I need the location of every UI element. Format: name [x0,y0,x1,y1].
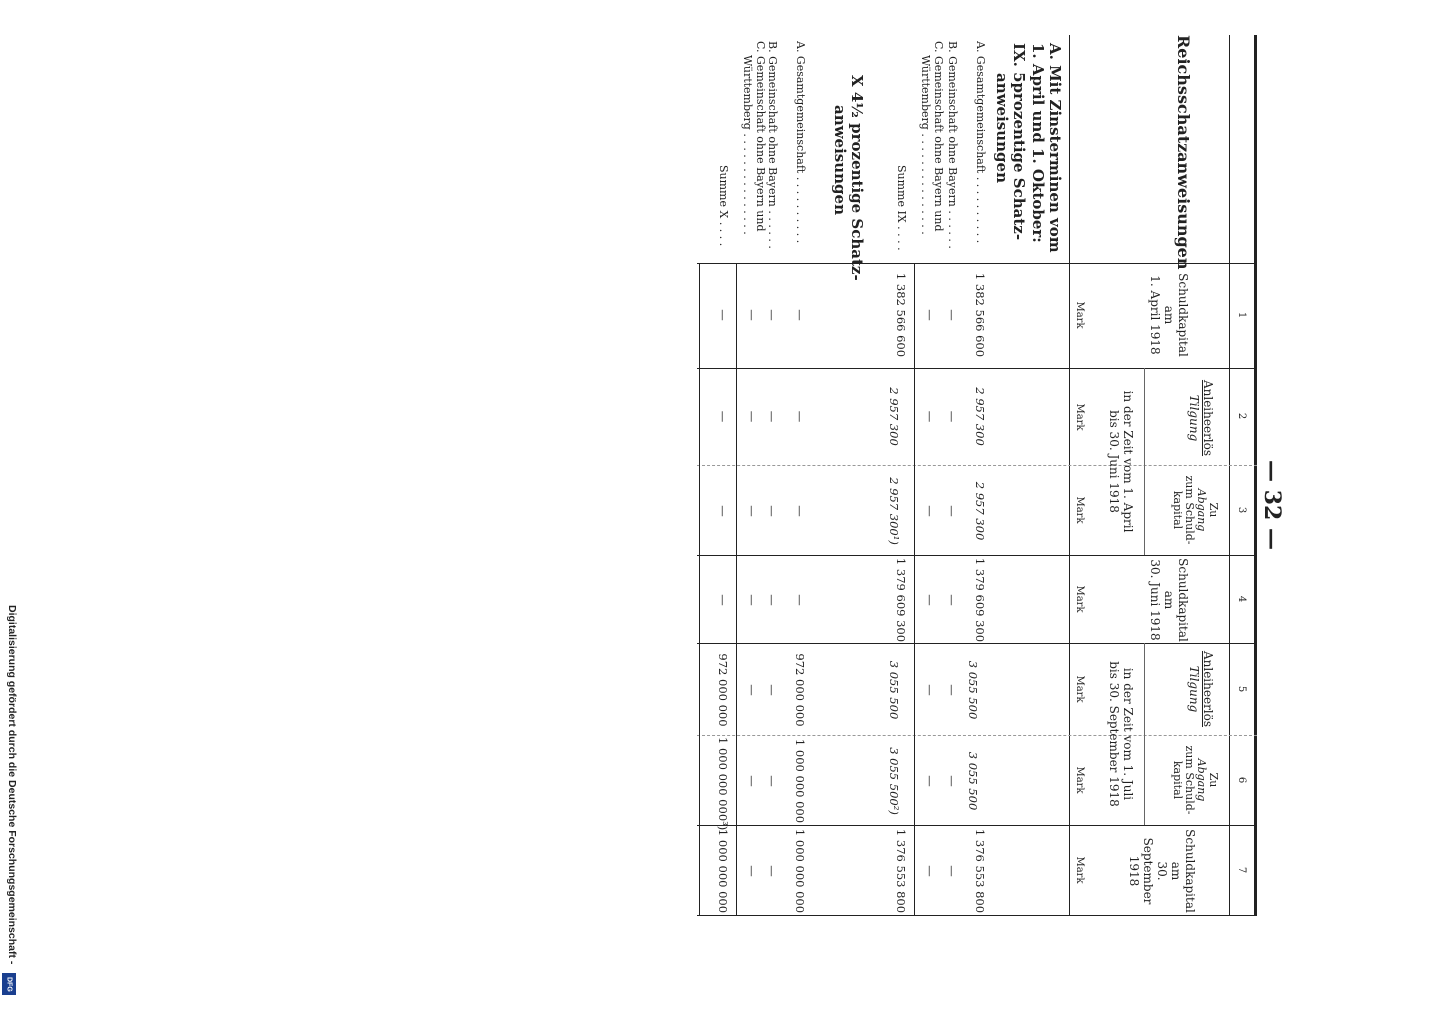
header-col-1: Schuldkapital am 1. April 1918 [1148,273,1190,357]
unit-col-1: Mark [1074,301,1085,329]
ix-sum-c6: 3 055 500²) [887,747,901,815]
col-num-5: 5 [1236,685,1247,693]
x-a-c3: — [793,505,807,517]
header-zugang-a: Zu Abgang zum Schuld- kapital [1171,475,1220,545]
ix-a-c1: 1 382 566 600 [973,272,987,358]
header-rule [1069,35,1070,915]
x-c-c4: — [745,594,759,606]
x-b-c4: — [765,594,779,606]
funding-notice-text: Digitalisierung gefördert durch die Deutsche Forschungsgemeinschaft - [6,605,18,965]
col-num-1: 1 [1236,311,1247,319]
column-number-rule [1229,35,1230,915]
bottom-rule [699,263,700,915]
ix-c-c5: — [923,684,937,696]
ix-c-c6: — [923,775,937,787]
ix-b-c5: — [945,684,959,696]
x-a-c4: — [793,594,807,606]
ix-a-c7: 1 376 553 800 [973,828,987,914]
ix-a-c5: 3 055 500 [966,660,980,720]
ix-sum-c1: 1 382 566 600 [894,272,908,358]
header-col-7: Schuldkapital am 30. September 1918 [1127,829,1197,913]
unit-col-3: Mark [1074,496,1085,524]
x-sum-c4: — [716,594,730,606]
ix-sum-c5: 3 055 500 [887,660,901,720]
x-b-c2: — [765,410,779,423]
x-a-c2: — [793,410,807,423]
header-col-4: Schuldkapital am 30. Juni 1918 [1148,558,1190,642]
ix-a-c4: 1 379 609 300 [973,557,987,643]
ix-sum-rule [914,263,915,915]
ix-a-c6: 3 055 500 [966,751,980,811]
ix-c-c3: — [923,505,937,517]
x-b-c6: — [765,775,779,787]
group-a-rule [1144,368,1145,555]
x-b-c1: — [765,309,779,321]
digitization-notice [2,605,18,995]
x-sum-c1: — [716,309,730,321]
ix-b-c4: — [945,594,959,606]
ix-b-c2: — [945,410,959,423]
ix-sum-label: Summe IX . . . . [895,165,908,251]
x-c-c7: — [745,865,759,877]
ix-row-b-label: B. Gemeinschaft ohne Bayern . . . . . . [946,41,959,249]
col-num-6: 6 [1236,776,1247,784]
col-sep-1 [697,368,1257,369]
x-a-c6: 1 000 000 000 [793,738,807,824]
x-sum-c5: 972 000 000 [716,653,730,727]
ix-b-c6: — [945,775,959,787]
x-c-c1: — [745,309,759,321]
ix-sum-c4: 1 379 609 300 [894,557,908,643]
header-period-a: in der Zeit vom 1. April bis 30. Juni 1918 [1107,390,1135,533]
unit-col-2: Mark [1074,403,1085,431]
section-ix-heading: IX. 5prozentige Schatz- anweisungen [993,43,1028,241]
x-sum-c6: 1 000 000 000³) [716,737,730,831]
unit-col-4: Mark [1074,585,1085,613]
ix-c-c1: — [923,309,937,321]
unit-col-7: Mark [1074,856,1085,884]
ix-c-c4: — [923,594,937,606]
col-num-7: 7 [1236,866,1247,874]
x-c-c2: — [745,410,759,423]
unit-col-6: Mark [1074,766,1085,794]
x-sum-rule [736,263,737,915]
page-number: — 32 — [1259,460,1285,550]
col-sep-7 [697,915,1257,916]
col-sep-4 [697,643,1257,644]
header-group-a: Anleiheerlös Tilgung [1187,379,1215,457]
x-sum-label: Summe X . . . . [717,165,730,247]
x-c-c5: — [745,684,759,696]
ix-b-c1: — [945,309,959,321]
col-num-4: 4 [1236,595,1247,603]
x-row-c-label2: Württemberg . . . . . . . . . . . . . . . [741,55,754,235]
dfg-logo: DFG [2,973,16,995]
x-a-c5: 972 000 000 [793,653,807,727]
document-page [685,35,1285,1035]
x-b-c7: — [765,865,779,877]
col-sep-3 [697,555,1257,556]
x-sum-c7: 1 000 000 000 [716,828,730,914]
ix-row-c-label2: Württemberg . . . . . . . . . . . . . . . [919,55,932,235]
col-sep-6 [697,825,1257,826]
x-c-c3: — [745,505,759,517]
group-b-rule [1144,643,1145,825]
x-sum-c3: — [716,505,730,517]
top-rule [1254,35,1257,915]
table-title: Reichsschatzanweisungen [1174,35,1193,270]
ix-a-c2: 2 957 300 [973,387,987,446]
x-row-c-label: C. Gemeinschaft ohne Bayern und [754,41,767,232]
header-group-b: Anleiheerlös Tilgung [1187,650,1215,728]
col-num-3: 3 [1236,506,1247,514]
x-a-c7: 1 000 000 000 [793,828,807,914]
x-sum-c2: — [716,410,730,423]
ix-row-c-label: C. Gemeinschaft ohne Bayern und [932,41,945,232]
ix-a-c3: 2 957 300 [973,481,987,541]
unit-col-5: Mark [1074,675,1085,703]
ix-sum-c2: 2 957 300 [887,387,901,446]
x-row-a-label: A. Gesamtgemeinschaft . . . . . . . . . . [794,41,807,244]
x-b-c3: — [765,505,779,517]
section-x-heading: X 4½ prozentige Schatz- anweisungen [831,75,866,281]
section-a-heading: A. Mit Zinsterminen vom 1. April und 1. Oktober: [1029,43,1064,253]
x-b-c5: — [765,684,779,696]
ix-row-a-label: A. Gesamtgemeinschaft . . . . . . . . . . [974,41,987,244]
ix-b-c7: — [945,865,959,877]
header-zugang-b: Zu Abgang zum Schuld- kapital [1171,745,1220,815]
ix-b-c3: — [945,505,959,517]
header-period-b: in der Zeit vom 1. Juli bis 30. September 1918 [1107,661,1135,807]
ix-sum-c7: 1 376 553 800 [894,828,908,914]
x-a-c1: — [793,309,807,321]
x-c-c6: — [745,775,759,787]
ix-c-c2: — [923,410,937,423]
col-num-2: 2 [1236,412,1247,420]
ix-c-c7: — [923,865,937,877]
x-row-b-label: B. Gemeinschaft ohne Bayern . . . . . . [766,41,779,249]
ix-sum-c3: 2 957 300¹) [887,477,901,545]
col-sep-0 [697,263,1257,264]
